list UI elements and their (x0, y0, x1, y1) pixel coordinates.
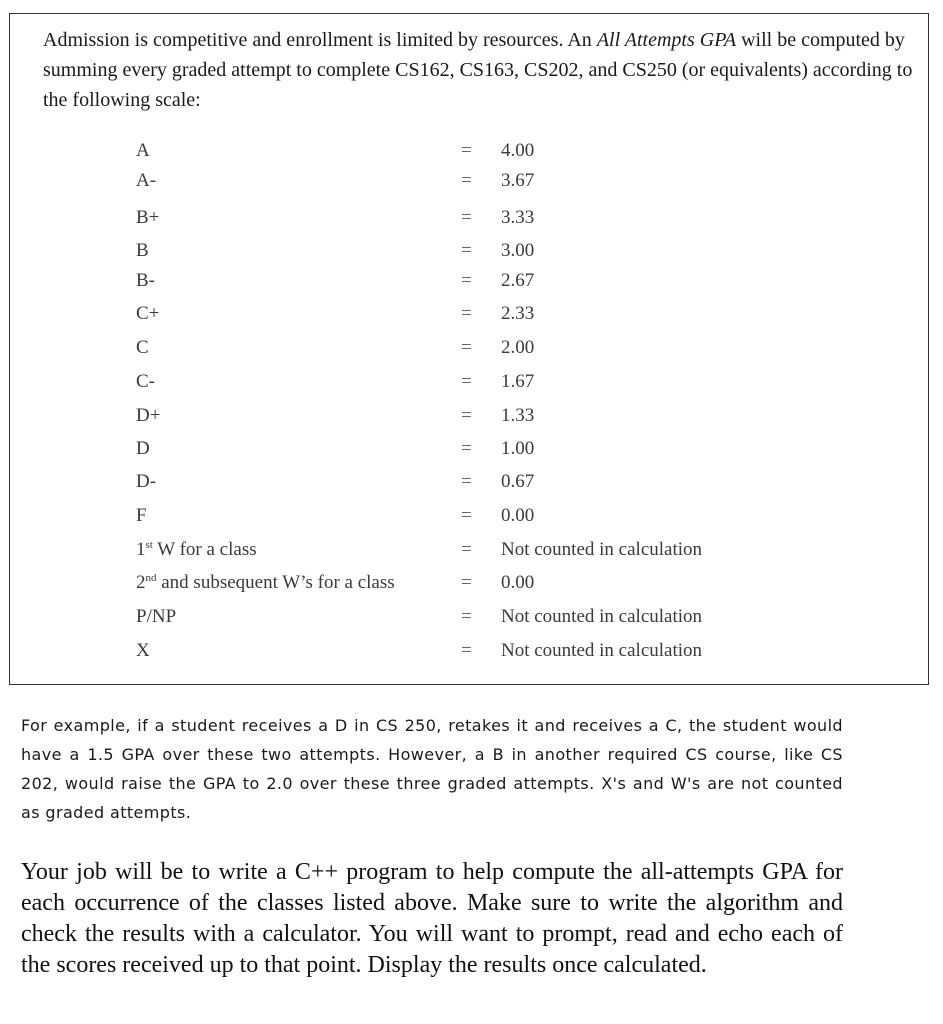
grade-points: 4.00 (501, 140, 535, 161)
ordinal-suffix: nd (145, 572, 157, 584)
grade-label: P/NP (136, 606, 177, 627)
grade-row-b-plus (10, 207, 928, 235)
grade-points: 3.67 (501, 170, 535, 191)
grade-row-b (10, 240, 928, 268)
equals-sign: = (461, 371, 472, 392)
intro-text-before: Admission is competitive and enrollment is limited by resources. An (43, 29, 597, 51)
grade-label: F (136, 505, 147, 526)
grade-label: B+ (136, 207, 160, 228)
equals-sign: = (461, 337, 472, 358)
grade-label: D- (136, 471, 157, 492)
ordinal-number: 1 (136, 539, 146, 560)
grade-row-pnp (10, 606, 928, 634)
grade-label: A (136, 140, 150, 161)
grade-row-x (10, 640, 928, 668)
grade-points: 1.67 (501, 371, 535, 392)
equals-sign: = (461, 270, 472, 291)
grade-row-b-minus (10, 270, 928, 298)
example-paragraph: For example, if a student receives a D in CS 250, retakes it and receives a C, the student would have a 1.5 GPA over these two attempts. However, a B in another required CS course, like CS 202, would raise the GPA to 2.0 over these three graded attempts. X's and W's are not counted as graded attempts. (21, 716, 843, 822)
grade-label-rest: W for a class (152, 539, 257, 560)
ordinal-suffix: st (145, 539, 153, 551)
all-attempts-gpa-term: All Attempts GPA (596, 29, 737, 51)
equals-sign: = (461, 606, 472, 627)
task-paragraph: Your job will be to write a C++ program to help compute the all-attempts GPA for each occurrence of the classes listed above. Make sure to write the algorithm and check the results with a calculator. You will want to prompt, read and echo each of the scores received up to that point. Display the results once calculated. (21, 859, 843, 978)
grade-row-subsequent-w (10, 572, 928, 600)
grade-row-c-plus (10, 303, 928, 331)
grade-label: X (136, 640, 150, 661)
grade-points: 3.00 (501, 240, 535, 261)
grade-row-d (10, 438, 928, 466)
grade-row-c-minus (10, 371, 928, 399)
grade-points: 1.33 (501, 405, 535, 426)
equals-sign: = (461, 471, 472, 492)
grade-row-a-minus (10, 170, 928, 198)
intro-text-after: will be computed by summing every graded attempt to complete CS162, CS163, CS202, and CS250 (or equivalents) according to the following scale: (43, 29, 913, 111)
grade-scale-table (10, 14, 928, 684)
grading-policy-box (9, 13, 929, 685)
grade-points: Not counted in calculation (501, 606, 703, 627)
grade-points: 3.33 (501, 207, 535, 228)
grade-label-rest: and subsequent W’s for a class (156, 572, 395, 593)
equals-sign: = (461, 505, 472, 526)
grade-points: 2.00 (501, 337, 535, 358)
equals-sign: = (461, 572, 472, 593)
grade-points: Not counted in calculation (501, 539, 703, 560)
grade-label (136, 572, 395, 594)
grade-points: 1.00 (501, 438, 535, 459)
equals-sign: = (461, 640, 472, 661)
grade-label: C (136, 337, 149, 358)
equals-sign: = (461, 303, 472, 324)
grade-label (136, 539, 257, 561)
equals-sign: = (461, 170, 472, 191)
ordinal-number: 2 (136, 572, 146, 593)
grade-row-d-minus (10, 471, 928, 499)
grade-label: C+ (136, 303, 160, 324)
equals-sign: = (461, 207, 472, 228)
equals-sign: = (461, 438, 472, 459)
grade-points: Not counted in calculation (501, 640, 703, 661)
grade-row-first-w (10, 539, 928, 567)
grade-row-c (10, 337, 928, 365)
grade-label: C- (136, 371, 155, 392)
grade-points: 2.67 (501, 270, 535, 291)
equals-sign: = (461, 405, 472, 426)
grade-points: 0.00 (501, 572, 535, 593)
equals-sign: = (461, 140, 472, 161)
grade-row-f (10, 505, 928, 533)
grade-row-d-plus (10, 405, 928, 433)
grade-row-a (10, 140, 928, 168)
equals-sign: = (461, 539, 472, 560)
grade-label: D+ (136, 405, 161, 426)
grade-label: B- (136, 270, 155, 291)
grade-label: B (136, 240, 149, 261)
grade-points: 0.67 (501, 471, 535, 492)
grade-points: 2.33 (501, 303, 535, 324)
equals-sign: = (461, 240, 472, 261)
grade-label: D (136, 438, 150, 459)
grade-label: A- (136, 170, 157, 191)
grade-points: 0.00 (501, 505, 535, 526)
